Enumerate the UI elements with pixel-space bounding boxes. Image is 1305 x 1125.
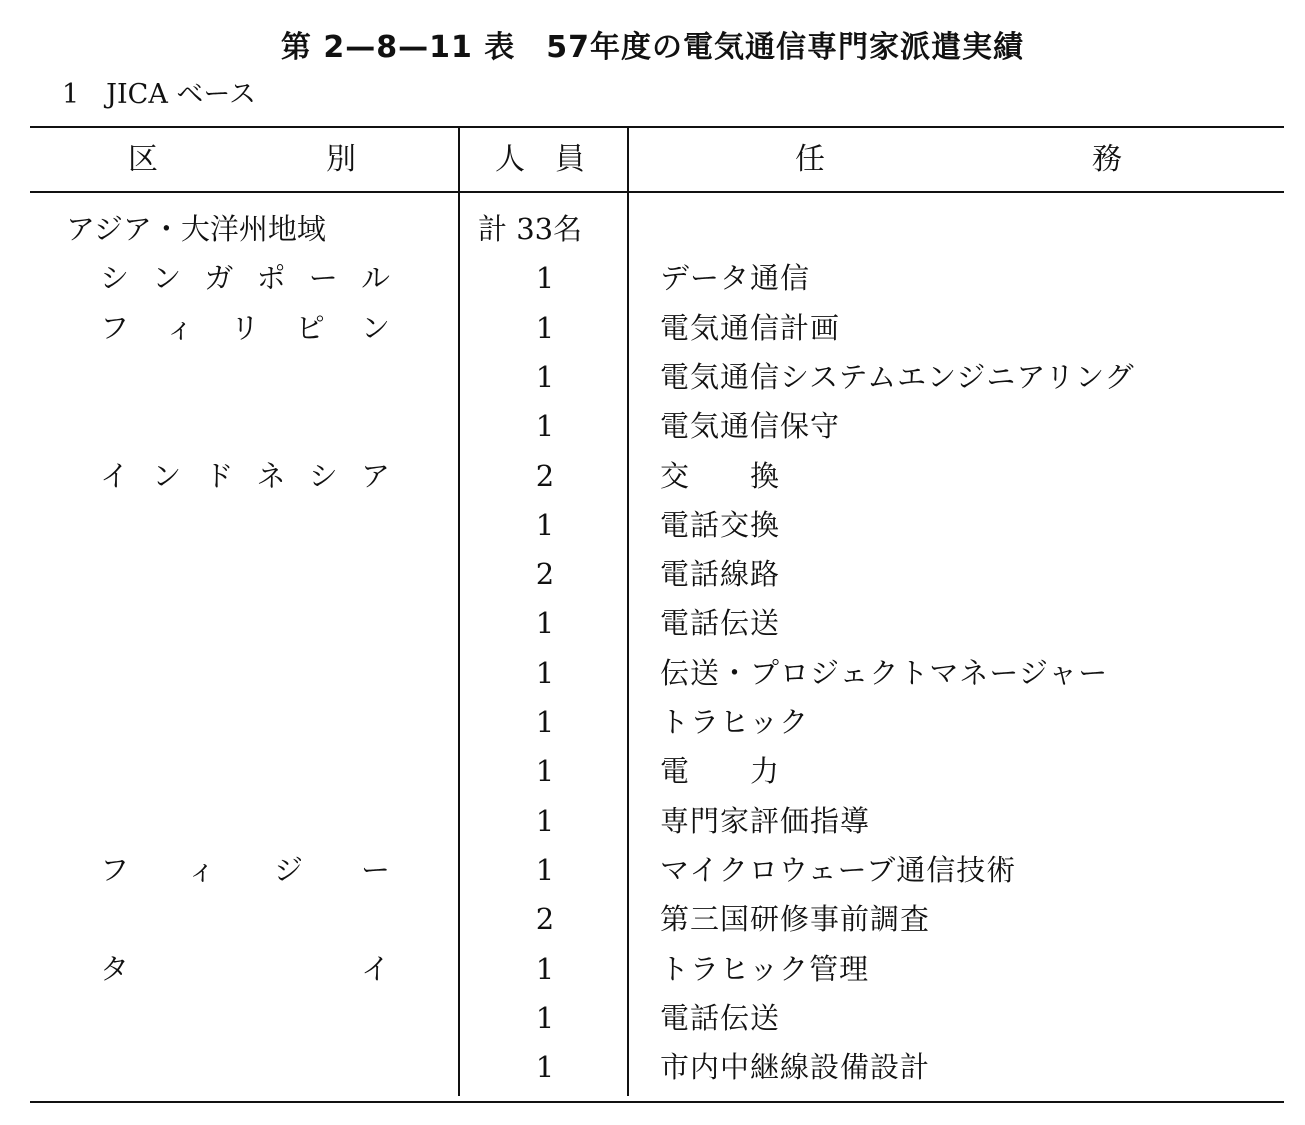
personnel-count: 2	[535, 902, 555, 937]
country-name-char: ジ	[273, 852, 303, 887]
country-name-char: ィ	[165, 310, 195, 345]
table-row	[0, 797, 1305, 846]
header-personnel: 人 員	[495, 142, 585, 177]
country-name-char: シ	[100, 261, 130, 296]
personnel-count: 1	[535, 310, 555, 345]
duty-description: 第三国研修事前調査	[660, 902, 931, 937]
table-row	[0, 353, 1305, 402]
table-row	[0, 501, 1305, 550]
personnel-count: 1	[535, 951, 555, 986]
country-name-char: ル	[360, 261, 390, 296]
region-label: アジア・大洋州地域	[66, 212, 326, 246]
table-row	[0, 945, 1305, 994]
country-name-char: ポ	[256, 261, 286, 296]
duty-description: 交 換	[660, 458, 781, 493]
header-category-left: 区	[128, 142, 158, 177]
table-row	[0, 846, 1305, 895]
personnel-count: 1	[535, 852, 555, 887]
table-row	[0, 599, 1305, 648]
table-row	[0, 254, 1305, 303]
country-name-char: イ	[100, 458, 130, 493]
duty-description: 電話線路	[660, 557, 781, 592]
duty-description: マイクロウェーブ通信技術	[660, 852, 1017, 887]
table-row	[0, 747, 1305, 796]
top-rule	[30, 126, 1284, 128]
country-name-char: ピ	[295, 310, 325, 345]
country-name-char: ド	[204, 458, 234, 493]
duty-description: 電気通信保守	[660, 409, 841, 444]
table-row	[0, 304, 1305, 353]
country-name	[100, 254, 390, 303]
country-name	[100, 304, 390, 353]
duty-description: 電気通信計画	[660, 310, 841, 345]
country-name	[100, 846, 390, 895]
duty-description: トラヒック管理	[660, 951, 870, 986]
duty-description: 電話伝送	[660, 1000, 781, 1035]
personnel-count: 2	[535, 458, 555, 493]
country-name-char: ー	[308, 261, 338, 296]
duty-description: 伝送・プロジェクトマネージャー	[660, 655, 1109, 690]
table-row	[0, 452, 1305, 501]
header-category-right: 別	[326, 142, 356, 177]
country-name-char: ネ	[256, 458, 286, 493]
table-row	[0, 1043, 1305, 1092]
duty-description: 専門家評価指導	[660, 803, 871, 838]
country-name	[100, 945, 390, 994]
country-name-char: リ	[230, 310, 260, 345]
duty-description: 電話交換	[660, 507, 781, 542]
personnel-count: 1	[535, 1050, 555, 1085]
country-name	[100, 452, 390, 501]
country-name-char: フ	[100, 310, 130, 345]
country-name-char: ー	[360, 852, 390, 887]
personnel-total: 計 33名	[478, 212, 583, 246]
personnel-count: 1	[535, 261, 555, 296]
country-name-char: シ	[308, 458, 338, 493]
personnel-count: 1	[535, 606, 555, 641]
header-duty-right: 務	[1092, 142, 1122, 177]
personnel-count: 1	[535, 705, 555, 739]
header-rule	[30, 191, 1284, 193]
personnel-count: 1	[535, 409, 555, 444]
country-name-char: フ	[100, 852, 130, 887]
duty-description: データ通信	[660, 261, 811, 296]
duty-description: トラヒック	[660, 705, 810, 739]
personnel-count: 1	[535, 359, 555, 394]
table-row	[0, 402, 1305, 451]
table-row	[0, 205, 1305, 254]
personnel-count: 1	[535, 754, 555, 789]
country-name-char: ア	[360, 458, 390, 493]
duty-description: 電 力	[660, 754, 781, 789]
table-row	[0, 698, 1305, 747]
personnel-count: 1	[535, 1000, 555, 1035]
duty-description: 電気通信システムエンジニアリング	[660, 359, 1135, 394]
table-row	[0, 994, 1305, 1043]
personnel-count: 1	[535, 655, 555, 690]
table-title: 第 2—8—11 表 57年度の電気通信専門家派遣実績	[280, 30, 1025, 65]
country-name-char: イ	[360, 951, 390, 986]
header-duty-left: 任	[795, 142, 825, 177]
bottom-rule	[30, 1101, 1284, 1103]
personnel-count: 1	[535, 803, 555, 838]
table-row	[0, 550, 1305, 599]
country-name-char: ガ	[204, 261, 234, 296]
personnel-count: 2	[535, 557, 555, 592]
country-name-char: ン	[360, 310, 390, 345]
duty-description: 電話伝送	[660, 606, 781, 641]
duty-description: 市内中継線設備設計	[660, 1050, 931, 1085]
country-name-char: タ	[100, 951, 130, 986]
country-name-char: ン	[152, 458, 182, 493]
table-subtitle: 1 JICA ベース	[62, 79, 257, 110]
country-name-char: ィ	[186, 852, 216, 887]
personnel-count: 1	[535, 507, 555, 542]
table-row	[0, 895, 1305, 944]
table-row	[0, 649, 1305, 698]
country-name-char: ン	[152, 261, 182, 296]
